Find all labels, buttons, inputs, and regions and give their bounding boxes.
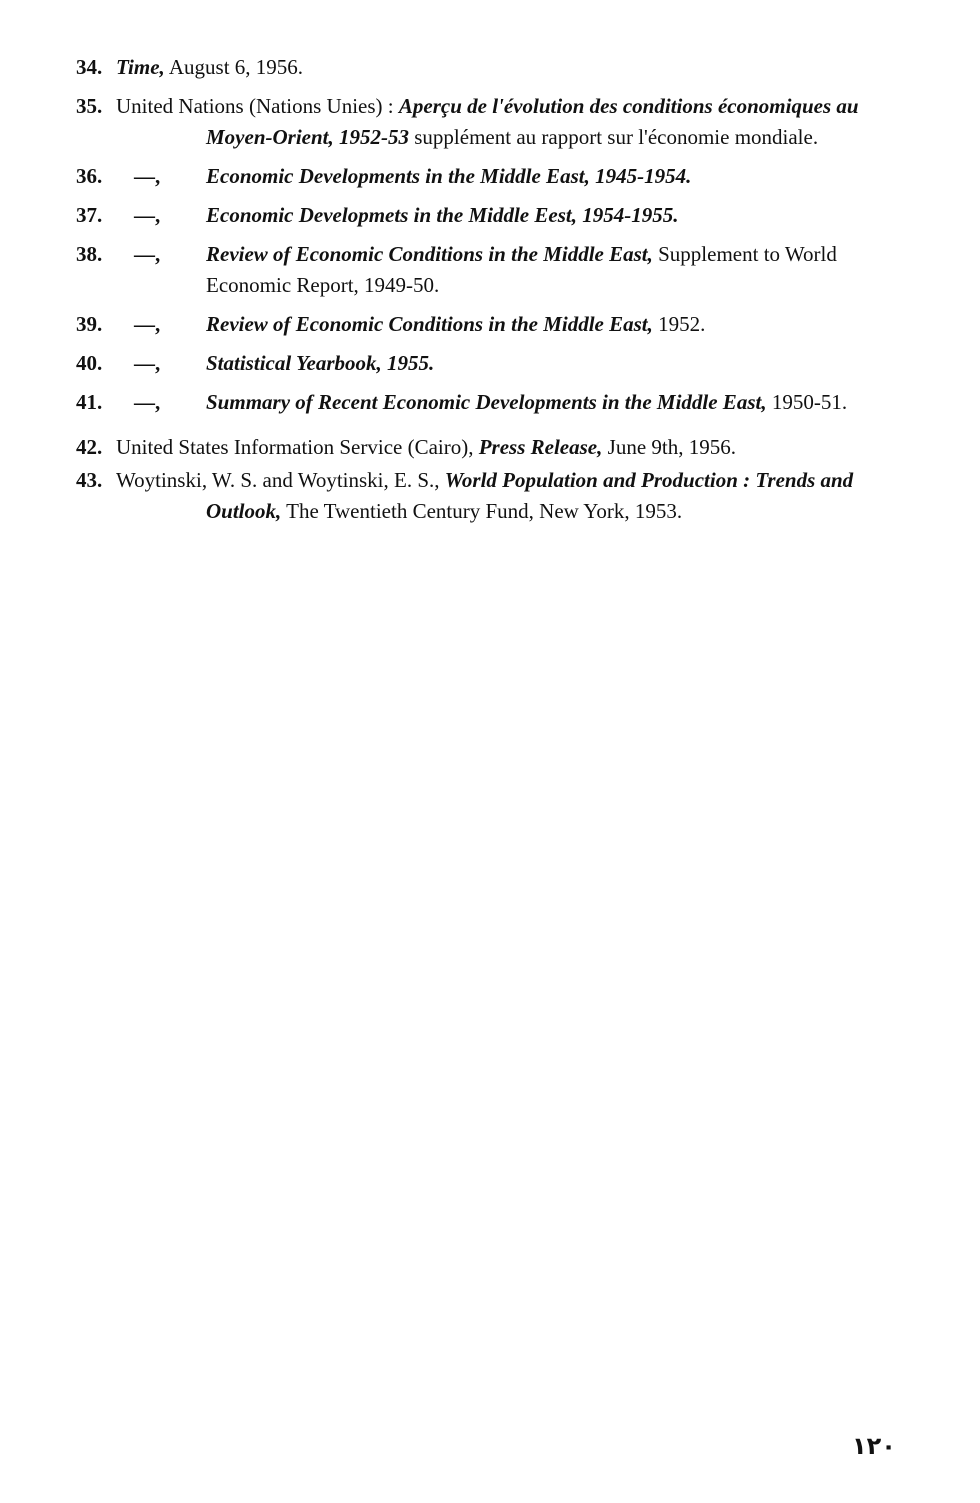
ditto-dash: —, — [134, 242, 161, 266]
ditto-dash: —, — [134, 164, 161, 188]
reference-title: World Population and Production : Trends and Outlook, — [206, 468, 854, 523]
reference-details: August 6, 1956. — [164, 55, 304, 79]
reference-number: 40. — [76, 351, 103, 375]
reference-number: 34. — [76, 55, 103, 79]
reference-number: 37. — [76, 203, 103, 227]
reference-item — [76, 239, 916, 301]
reference-title: Aperçu de l'évolution des conditions économiques au Moyen-Orient, 1952-53 — [206, 94, 859, 149]
reference-title: Economic Developmets in the Middle Eest, 1954-1955. — [206, 203, 679, 227]
ditto-dash: —, — [134, 351, 161, 375]
reference-number: 39. — [76, 312, 103, 336]
reference-number: 43. — [76, 468, 103, 492]
reference-item — [76, 432, 916, 463]
reference-author: Woytinski, W. S. and Woytinski, E. S., — [116, 468, 445, 492]
reference-number: 35. — [76, 94, 103, 118]
reference-title: Summary of Recent Economic Developments in the Middle East, — [206, 390, 767, 414]
reference-title: Economic Developments in the Middle East, 1945-1954. — [206, 164, 692, 188]
reference-title: Review of Economic Conditions in the Middle East, — [206, 242, 653, 266]
reference-details: 1950-51. — [766, 390, 848, 414]
reference-item — [76, 309, 916, 340]
reference-number: 42. — [76, 435, 103, 459]
reference-item — [76, 91, 916, 153]
reference-author: United States Information Service (Cairo), — [116, 435, 479, 459]
reference-title: Statistical Yearbook, 1955. — [206, 351, 435, 375]
reference-details: June 9th, 1956. — [602, 435, 736, 459]
ditto-dash: —, — [134, 390, 161, 414]
reference-list — [76, 52, 916, 535]
reference-details: 1952. — [652, 312, 706, 336]
reference-details: Supplement to World Economic Report, 1949-50. — [206, 242, 837, 297]
reference-number: 38. — [76, 242, 103, 266]
reference-item — [76, 465, 916, 527]
ditto-dash: —, — [134, 203, 161, 227]
reference-title: Press Release, — [478, 435, 603, 459]
reference-item — [76, 200, 916, 231]
ditto-dash: —, — [134, 312, 161, 336]
reference-title: Time, — [116, 55, 165, 79]
page-number: ١٢٠ — [852, 1432, 896, 1460]
reference-number: 41. — [76, 390, 103, 414]
reference-author: United Nations (Nations Unies) : — [116, 94, 399, 118]
reference-details: The Twentieth Century Fund, New York, 1953. — [281, 499, 683, 523]
reference-details: supplément au rapport sur l'économie mondiale. — [409, 125, 819, 149]
reference-number: 36. — [76, 164, 103, 188]
reference-item — [76, 387, 916, 418]
reference-item — [76, 52, 916, 83]
reference-item — [76, 161, 916, 192]
reference-item — [76, 348, 916, 379]
reference-title: Review of Economic Conditions in the Middle East, — [206, 312, 653, 336]
